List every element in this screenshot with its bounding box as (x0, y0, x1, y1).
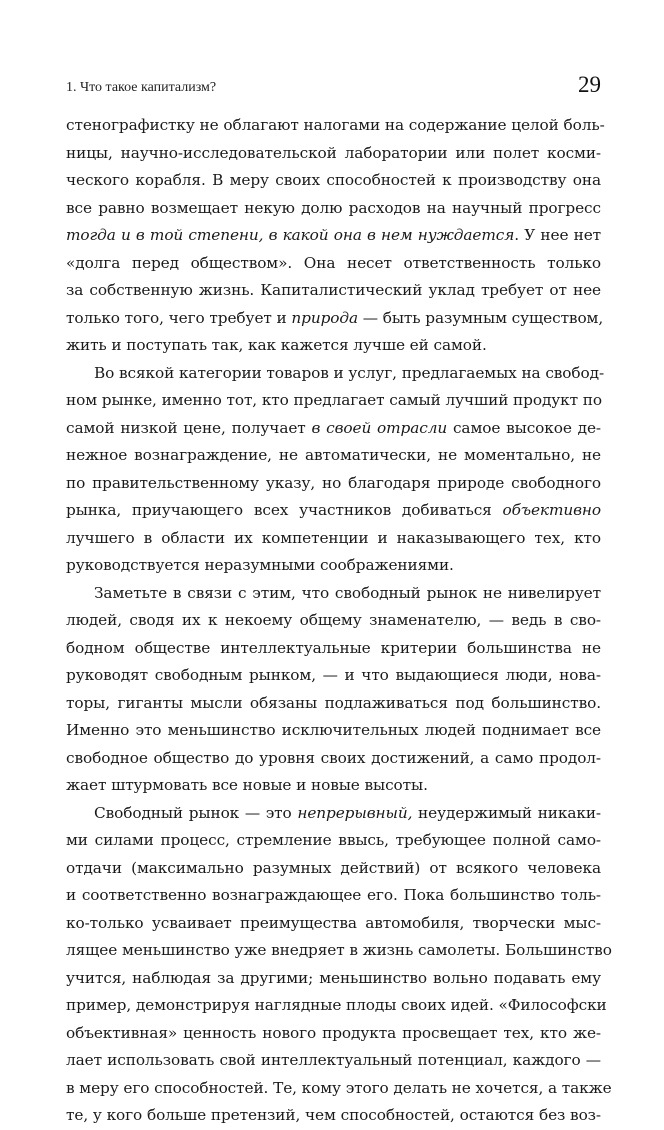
text-segment: в меру его способностей. Те, кому этого делать не хочется, а также (66, 1078, 612, 1097)
text-line (66, 360, 605, 388)
text-segment: . У нее нет (514, 226, 602, 244)
text-segment: жить и поступать так, как кажется лучше ей самой. (66, 336, 487, 354)
text-segment: свободное общество до уровня своих достижений, а само продол- (66, 748, 601, 767)
text-line (66, 882, 601, 910)
text-line (66, 552, 601, 580)
text-line (66, 965, 601, 993)
text-line (66, 305, 604, 333)
text-segment: самое высокое де- (447, 418, 601, 437)
text-segment: ческого корабля. В меру своих способностей к производству она (66, 171, 601, 189)
page-number: 29 (578, 72, 601, 97)
italic-text: в своей отрасли (311, 418, 448, 437)
text-segment: только того, чего требует и (66, 308, 292, 327)
text-segment: Во всякой категории товаров и услуг, предлагаемых на свобод- (94, 363, 605, 382)
text-line (66, 222, 601, 250)
italic-text: непрерывный, (297, 803, 413, 822)
running-title: 1. Что такое капитализм? (66, 80, 217, 95)
text-segment: «долга перед обществом». Она несет ответственность только (66, 253, 601, 272)
text-segment: лучшего в области их компетенции и наказывающего тех, кто (66, 528, 601, 547)
text-segment: лящее меньшинство уже внедряет в жизнь самолеты. Большинство (66, 941, 612, 959)
text-segment: Именно это меньшинство исключительных людей поднимает все (66, 721, 601, 739)
text-segment: жает штурмовать все новые и новые высоты. (66, 776, 428, 794)
text-line (66, 497, 601, 525)
text-segment: пример, демонстрируя наглядные плоды своих идей. «Философски (66, 996, 607, 1014)
text-line (66, 635, 601, 663)
paragraph (66, 360, 605, 580)
text-line (66, 1075, 612, 1103)
text-segment: торы, гиганты мысли обязаны подлаживаться под большинство. (66, 693, 601, 712)
paragraph (66, 800, 612, 1130)
text-line (66, 525, 601, 553)
text-line (66, 167, 601, 195)
text-segment: все равно возмещает некую долю расходов на научный прогресс (66, 198, 601, 217)
text-segment: ном рынке, именно тот, кто предлагает самый лучший продукт по (66, 391, 602, 409)
text-segment: рынка, приучающего всех участников добиваться (66, 501, 503, 519)
italic-text: природа (291, 308, 359, 327)
text-line (66, 745, 601, 773)
text-line (66, 1102, 601, 1130)
text-line (66, 1020, 601, 1048)
text-line (66, 442, 601, 470)
text-line (66, 772, 601, 800)
text-segment: лает использовать свой интеллектуальный потенциал, каждого — (66, 1051, 601, 1069)
text-line (66, 910, 601, 938)
text-segment: учится, наблюдая за другими; меньшинство вольно подавать ему (66, 968, 601, 987)
text-segment: людей, сводя их к некоему общему знаменателю, — ведь в сво- (66, 611, 601, 629)
text-segment: нежное вознаграждение, не автоматически, не моментально, не (66, 446, 601, 464)
text-segment: по правительственному указу, но благодаря природе свободного (66, 473, 601, 492)
paragraph (66, 580, 601, 800)
text-line (66, 800, 601, 828)
text-segment: Свободный рынок — это (94, 803, 298, 822)
text-segment: отдачи (максимально разумных действий) от всякого человека (66, 858, 601, 877)
text-line (66, 662, 601, 690)
text-segment: ницы, научно-исследовательской лаборатории или полет косми- (66, 143, 601, 162)
text-segment: за собственную жизнь. Капиталистический уклад требует от нее (66, 281, 601, 299)
text-line (66, 387, 601, 415)
text-segment: неудержимый никаки- (412, 803, 601, 822)
text-line (66, 855, 601, 883)
italic-text: тогда и в той степени, в какой она в нем нуждается (66, 226, 515, 244)
text-line (66, 690, 601, 718)
body-text (66, 112, 612, 1130)
text-segment: и соответственно вознаграждающее его. Пока большинство толь- (66, 886, 601, 904)
text-line (66, 992, 607, 1020)
text-line (66, 277, 601, 305)
text-segment: ко-только усваивает преимущества автомобиля, творчески мыс- (66, 913, 601, 932)
italic-text: объективно (502, 501, 601, 519)
text-line (66, 415, 601, 443)
text-segment: руководствуется неразумными соображениями. (66, 556, 454, 574)
text-line (66, 195, 601, 223)
text-line (66, 580, 601, 608)
text-segment: Заметьте в связи с этим, что свободный рынок не нивелирует (94, 583, 601, 602)
text-line (66, 607, 601, 635)
text-line (66, 1047, 601, 1075)
text-line (66, 937, 612, 965)
text-line (66, 827, 601, 855)
paragraph (66, 112, 605, 360)
text-line (66, 112, 605, 140)
text-line (66, 470, 601, 498)
text-segment: те, у кого больше претензий, чем способностей, остаются без воз- (66, 1106, 601, 1124)
text-segment: — быть разумным существом, (358, 308, 604, 327)
text-segment: руководят свободным рынком, — и что выдающиеся люди, нова- (66, 666, 601, 684)
text-line (66, 717, 601, 745)
text-segment: объективная» ценность нового продукта просвещает тех, кто же- (66, 1023, 601, 1042)
text-segment: бодном обществе интеллектуальные критерии большинства не (66, 638, 601, 657)
text-segment: самой низкой цене, получает (66, 418, 312, 437)
text-line (66, 250, 601, 278)
text-line (66, 332, 601, 360)
running-head (66, 72, 601, 102)
text-segment: стенографистку не облагают налогами на содержание целой боль- (66, 116, 605, 134)
text-line (66, 140, 601, 168)
text-segment: ми силами процесс, стремление ввысь, требующее полной само- (66, 831, 601, 849)
